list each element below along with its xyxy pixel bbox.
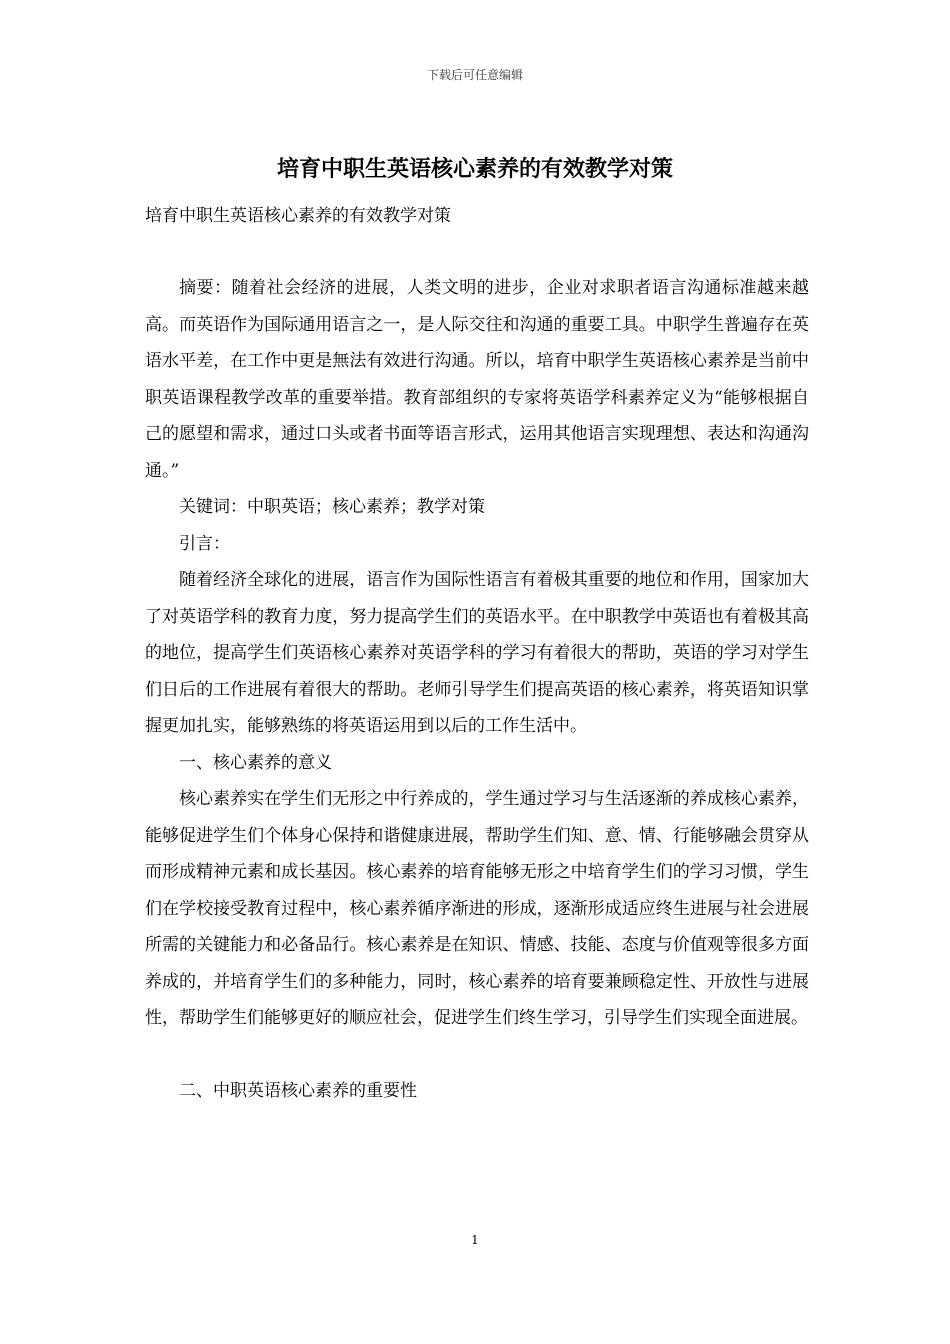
keywords-line: 关键词：中职英语；核心素养；教学对策 — [179, 497, 485, 517]
page-number: 1 — [471, 1233, 479, 1247]
blank-line — [145, 1037, 809, 1074]
section2-heading: 二、中职英语核心素养的重要性 — [179, 1081, 417, 1101]
intro-paragraph: 随着经济全球化的进展，语言作为国际性语言有着极其重要的地位和作用，国家加大了对英语学科的教育力度，努力提高学生们的英语水平。在中职教学中英语也有着极其高的地位，提高学生们英语核心素养对英语学科的学习有着很大的帮助，英语的学习对学生们日后的工作进展有着很大的帮助。老师引导学生们提高英语的核心素养，将英语知识掌握更加扎实，能够熟练的将英语运用到以后的工作生活中。 — [145, 570, 809, 736]
document-subtitle: 培育中职生英语核心素养的有效教学对策 — [145, 206, 451, 226]
intro-label: 引言： — [179, 533, 230, 554]
document-body — [145, 270, 809, 1110]
section1-paragraph: 核心素养实在学生们无形之中行养成的，学生通过学习与生活逐渐的养成核心素养，能够促进学生们个体身心保持和谐健康进展，帮助学生们知、意、情、行能够融会贯穿从而形成精神元素和成长基因。核心素养的培育能够无形之中培育学生们的学习习惯，学生们在学校接受教育过程中，核心素养循序渐进的形成，逐渐形成适应终生进展与社会进展所需的关键能力和必备品行。核心素养是在知识、情感、技能、态度与价值观等很多方面养成的，并培育学生们的多种能力，同时，核心素养的培育要兼顾稳定性、开放性与进展性，帮助学生们能够更好的顺应社会，促进学生们终生学习，引导学生们实现全面进展。 — [145, 789, 809, 1028]
document-title: 培育中职生英语核心素养的有效教学对策 — [276, 156, 673, 182]
section1-heading: 一、核心素养的意义 — [179, 752, 332, 773]
page-header: 下载后可任意编辑 — [426, 68, 523, 82]
abstract-paragraph: 摘要：随着社会经济的进展，人类文明的进步，企业对求职者语言沟通标准越来越高。而英语作为国际通用语言之一，是人际交往和沟通的重要工具。中职学生普遍存在英语水平差，在工作中更是無法有效进行沟通。所以，培育中职学生英语核心素养是当前中职英语课程教学改革的重要举措。教育部组织的专家将英语学科素养定义为“能够根据自己的愿望和需求，通过口头或者书面等语言形式，运用其他语言实现理想、表达和沟通沟通。” — [145, 278, 809, 481]
